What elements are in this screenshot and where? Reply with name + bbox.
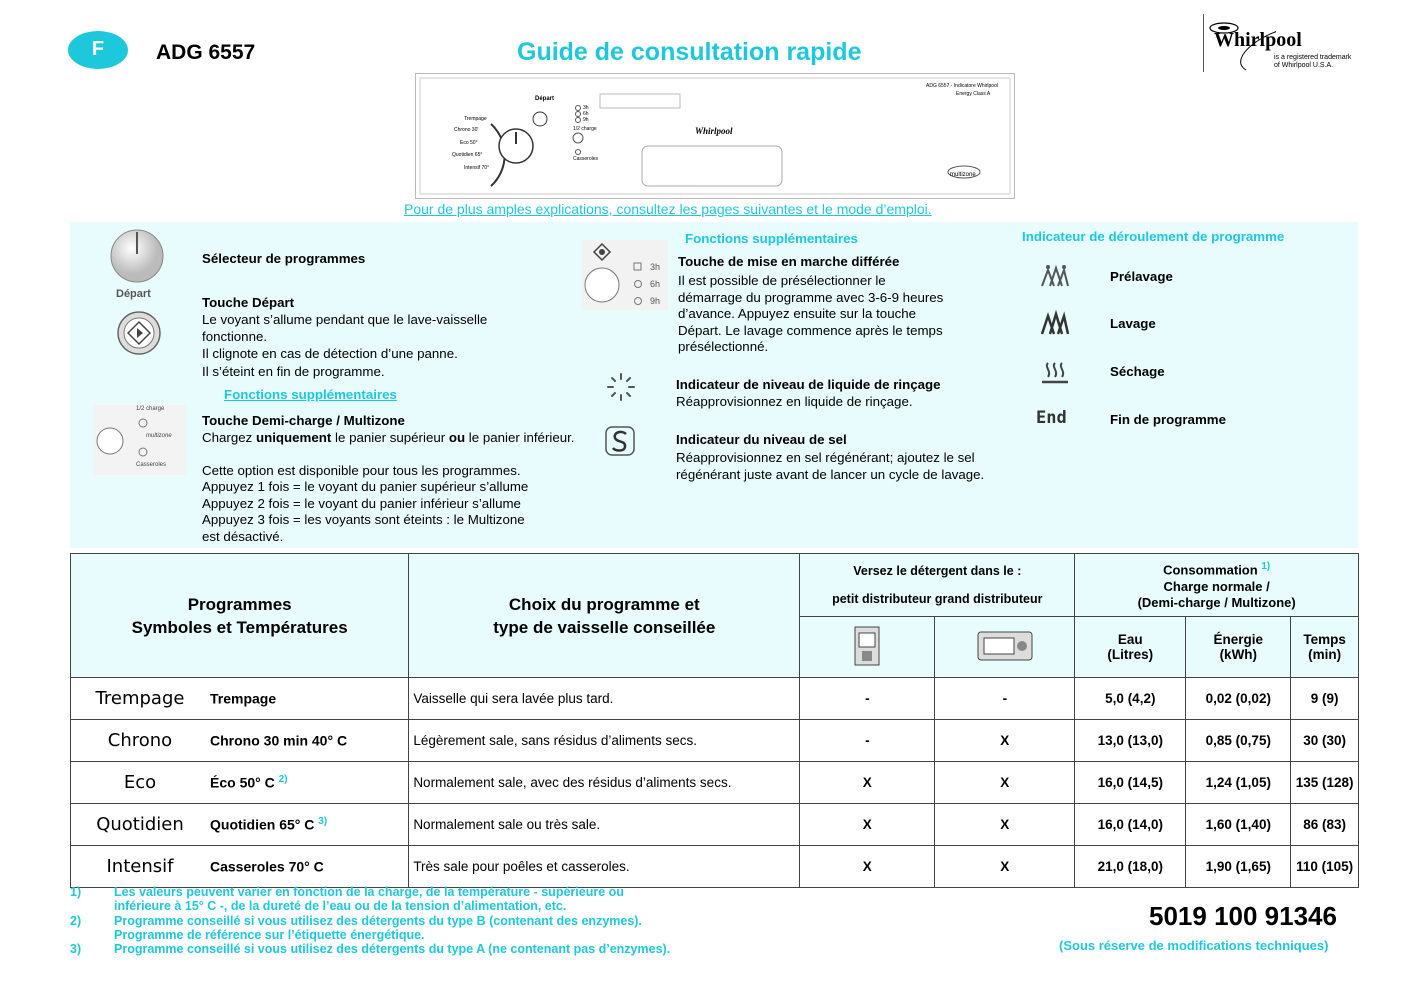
large-dispenser-mark: - (935, 678, 1075, 720)
phase-label-drying: Séchage (1110, 364, 1165, 379)
more-info-link[interactable]: Pour de plus amples explications, consultez les pages suivantes et le mode d’emploi. (404, 201, 932, 217)
phase-label-wash: Lavage (1110, 316, 1156, 331)
drying-icon (1038, 359, 1072, 392)
depart-title: Touche Départ (202, 295, 295, 310)
page-title: Guide de consultation rapide (517, 38, 862, 66)
brand-name: Whirlpool (1214, 29, 1302, 51)
table-row (71, 762, 1359, 804)
panel-delay-label: 6h (583, 111, 589, 117)
program-name: Trempage (209, 678, 409, 720)
time-value: 30 (30) (1291, 720, 1359, 762)
depart-line: Il clignote en cas de détection d’une panne. (202, 346, 458, 361)
water-value: 16,0 (14,5) (1075, 762, 1186, 804)
panel-casseroles-label: Casseroles (573, 156, 599, 162)
half-load-label: 1/2 charge (136, 406, 165, 412)
small-dispenser-mark: - (800, 678, 935, 720)
delay-9h-label: 9h (650, 296, 661, 306)
rinse-aid-icon (606, 372, 636, 407)
water-value: 13,0 (13,0) (1075, 720, 1186, 762)
panel-brand: Whirlpool (695, 126, 733, 136)
program-name: Chrono 30 min 40° C (209, 720, 409, 762)
small-dispenser-icon (800, 617, 935, 678)
rinse-text: Réapprovisionnez en liquide de rinçage. (676, 394, 913, 409)
header-choice: Choix du programme et type de vaisselle conseillée (409, 554, 800, 678)
header-energy: Énergie (kWh) (1186, 617, 1291, 678)
delay-title: Touche de mise en marche différée (678, 254, 900, 269)
end-icon: End (1036, 408, 1067, 428)
table-row (71, 804, 1359, 846)
large-dispenser-mark: X (935, 804, 1075, 846)
table-row (71, 720, 1359, 762)
small-dispenser-mark: X (800, 762, 935, 804)
phase-label-end: Fin de programme (1110, 412, 1226, 427)
small-dispenser-mark: - (800, 720, 935, 762)
time-value: 86 (83) (1291, 804, 1359, 846)
program-symbol: Trempage (71, 678, 210, 720)
panel-program-label: Chrono 30' (454, 127, 479, 133)
info-panel (70, 222, 1358, 548)
panel-multizone-label: multizone (950, 172, 976, 178)
brand-logo (1203, 14, 1364, 72)
footnote-text: Programme conseillé si vous utilisez des détergents du type B (contenant des enzymes). Programme de référence sur l’étiquette énergétique. (114, 914, 642, 942)
panel-program-label: Eco 50° (460, 140, 478, 146)
small-dispenser-mark: X (800, 804, 935, 846)
half-load-button-icon (94, 405, 186, 475)
extra-functions-heading-2: Fonctions supplémentaires (685, 231, 858, 246)
casseroles-label: Casseroles (136, 462, 167, 468)
energy-value: 1,60 (1,40) (1186, 804, 1291, 846)
header-consumption: Consommation $^{1)}$ Charge normale / (Demi-charge / Multizone) (1075, 554, 1359, 617)
delay-text: Il est possible de présélectionner le démarrage du programme avec 3-6-9 heures d’avance. Appuyez ensuite sur la touche Départ. Le lavage commence après le temps présélectionné. (678, 273, 944, 354)
multizone-label: multizone (146, 433, 172, 439)
prewash-icon (1038, 262, 1072, 295)
document-code: 5019 100 91346 (1149, 901, 1337, 931)
program-description: Normalement sale ou très sale. (409, 804, 800, 846)
header-time: Temps (min) (1291, 617, 1359, 678)
salt-title: Indicateur du niveau de sel (676, 432, 847, 447)
header-detergent: Versez le détergent dans le : petit distributeur grand distributeur (800, 554, 1075, 617)
footnote-number: 3) (70, 942, 82, 956)
program-description: Très sale pour poêles et casseroles. (409, 846, 800, 888)
demi-line: Appuyez 1 fois = le voyant du panier supérieur s’allume (202, 479, 529, 494)
delay-start-button-icon (582, 240, 668, 310)
model-number: ADG 6557 (156, 41, 256, 64)
large-dispenser-mark: X (935, 846, 1075, 888)
program-name: Quotidien 65° C $^{3)}$ (209, 804, 409, 846)
panel-delay-label: 3h (583, 105, 589, 111)
footnote-text: Les valeurs peuvent varier en fonction de la charge, de la température - supérieure ou inférieure à 15° C -, de la dureté de l’eau ou de la tension d’alimentation, etc. (114, 885, 624, 913)
salt-icon (604, 425, 636, 462)
header-programs: Programmes Symboles et Températures (71, 554, 409, 678)
panel-depart-label: Départ (535, 96, 555, 102)
large-dispenser-mark: X (935, 720, 1075, 762)
panel-program-label: Intensif 70° (464, 165, 490, 171)
start-button-icon (116, 310, 162, 361)
table-row (71, 678, 1359, 720)
program-symbol: Intensif (71, 846, 210, 888)
disclaimer: (Sous réserve de modifications techniques) (1059, 938, 1329, 953)
small-dispenser-mark: X (800, 846, 935, 888)
demi-paragraph: Chargez uniquement le panier supérieur ou le panier inférieur. (202, 430, 575, 445)
panel-model-small: ADG 6557 - Indicatore Whirlpool (926, 83, 998, 89)
program-description: Légèrement sale, sans résidus d’aliments secs. (409, 720, 800, 762)
panel-program-label: Trempage (464, 116, 487, 122)
program-selector-icon (108, 226, 166, 301)
time-value: 135 (128) (1291, 762, 1359, 804)
panel-drawing (416, 74, 1014, 198)
footnote-number: 2) (70, 914, 82, 928)
salt-text: Réapprovisionnez en sel régénérant; ajoutez le sel régénérant juste avant de lancer un cycle de lavage. (676, 450, 985, 482)
table-row (71, 846, 1359, 888)
large-dispenser-mark: X (935, 762, 1075, 804)
delay-3h-label: 3h (650, 262, 661, 272)
program-symbol: Chrono (71, 720, 210, 762)
selector-title: Sélecteur de programmes (202, 251, 366, 266)
energy-value: 1,24 (1,05) (1186, 762, 1291, 804)
demi-line: Appuyez 2 fois = le voyant du panier inférieur s’allume (202, 496, 521, 511)
large-dispenser-icon (935, 617, 1075, 678)
panel-half-load-label: 1/2 charge (573, 126, 597, 132)
progress-indicator-heading: Indicateur de déroulement de programme (1022, 229, 1285, 244)
trademark-text: is a registered trademark (1274, 54, 1352, 61)
delay-6h-label: 6h (650, 279, 661, 289)
table-header-row (71, 554, 1359, 617)
start-button-icon (533, 112, 547, 126)
extra-functions-heading: Fonctions supplémentaires (224, 387, 397, 402)
demi-line: Cette option est disponible pour tous les programmes. (202, 463, 521, 478)
footnote-number: 1) (70, 885, 82, 899)
program-name: Éco 50° C $^{2)}$ (209, 762, 409, 804)
header-water: Eau (Litres) (1075, 617, 1186, 678)
energy-value: 0,02 (0,02) (1186, 678, 1291, 720)
phase-label-prewash: Prélavage (1110, 269, 1173, 284)
water-value: 21,0 (18,0) (1075, 846, 1186, 888)
water-value: 5,0 (4,2) (1075, 678, 1186, 720)
panel-program-label: Quotidien 65° (452, 152, 483, 158)
depart-icon-label: Départ (116, 288, 151, 300)
demi-line: Appuyez 3 fois = les voyants sont éteints : le Multizone est désactivé. (202, 512, 525, 544)
panel-energy-label: Energy Class A (956, 91, 991, 97)
program-description: Vaisselle qui sera lavée plus tard. (409, 678, 800, 720)
depart-line: Le voyant s’allume pendant que le lave-vaisselle fonctionne. (202, 312, 488, 344)
time-value: 110 (105) (1291, 846, 1359, 888)
control-panel-illustration (415, 73, 1015, 199)
program-description: Normalement sale, avec des résidus d’aliments secs. (409, 762, 800, 804)
language-badge: F (68, 31, 128, 69)
panel-delay-label: 9h (583, 117, 589, 123)
water-value: 16,0 (14,0) (1075, 804, 1186, 846)
demi-title: Touche Demi-charge / Multizone (202, 413, 405, 428)
program-symbol: Quotidien (71, 804, 210, 846)
program-symbol: Eco (71, 762, 210, 804)
footnote-text: Programme conseillé si vous utilisez des détergents du type A (ne contenant pas d’enzymes). (114, 942, 671, 956)
energy-value: 1,90 (1,65) (1186, 846, 1291, 888)
time-value: 9 (9) (1291, 678, 1359, 720)
program-table (70, 553, 1359, 888)
rinse-title: Indicateur de niveau de liquide de rinçage (676, 377, 941, 392)
energy-value: 0,85 (0,75) (1186, 720, 1291, 762)
program-name: Casseroles 70° C (209, 846, 409, 888)
depart-line: Il s’éteint en fin de programme. (202, 364, 385, 379)
trademark-text: of Whirlpool U.S.A. (1274, 62, 1334, 69)
wash-icon (1038, 310, 1072, 343)
